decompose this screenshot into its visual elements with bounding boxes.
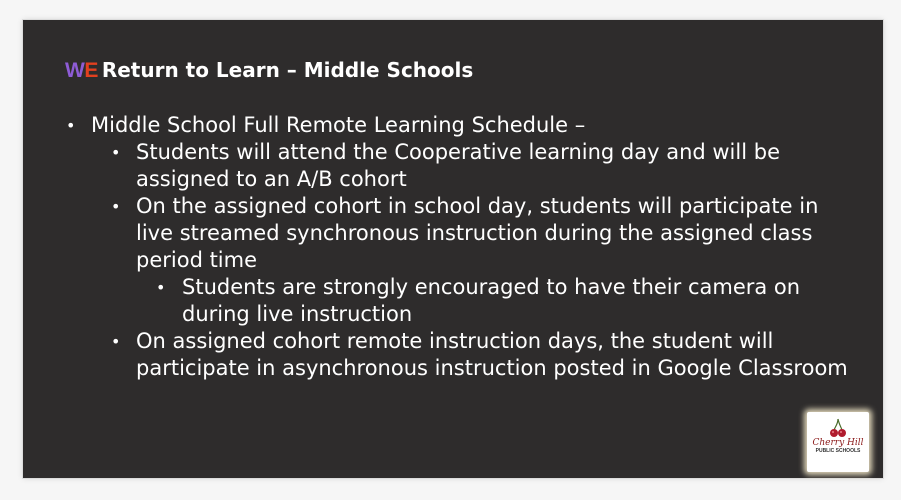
- bullet-text: Students are strongly encouraged to have their camera on during live instruction: [182, 275, 801, 326]
- we-logo-e: E: [84, 59, 98, 82]
- slide-title-text: Return to Learn – Middle Schools: [101, 58, 474, 82]
- bullet-item: [63, 139, 853, 193]
- bullet-item: [63, 112, 853, 139]
- bullet-text: On the assigned cohort in school day, students will participate in live streamed synchronous instruction during the assigned class period time: [136, 194, 819, 272]
- bullet-item: [63, 193, 853, 274]
- bullet-dot: •: [111, 197, 121, 216]
- school-logo-name: Cherry Hill: [812, 438, 864, 448]
- bullet-list: [63, 112, 853, 382]
- bullet-dot: •: [156, 278, 166, 297]
- we-logo: [65, 57, 98, 85]
- bullet-text: On assigned cohort remote instruction days, the student will participate in asynchronous instruction posted in Google Classroom: [136, 329, 848, 380]
- bullet-dot: •: [111, 143, 121, 162]
- bullet-text: Middle School Full Remote Learning Schedule –: [91, 113, 586, 137]
- slide-title: [65, 56, 473, 85]
- bullet-dot: •: [66, 116, 76, 135]
- bullet-text: Students will attend the Cooperative learning day and will be assigned to an A/B cohort: [136, 140, 780, 191]
- school-logo-subtitle: PUBLIC SCHOOLS: [815, 448, 861, 454]
- school-logo: [807, 412, 869, 472]
- cherry-icon: [827, 418, 849, 438]
- slide: [23, 20, 883, 478]
- bullet-item: [63, 274, 853, 328]
- bullet-dot: •: [111, 332, 121, 351]
- bullet-item: [63, 328, 853, 382]
- we-logo-w: W: [65, 59, 85, 82]
